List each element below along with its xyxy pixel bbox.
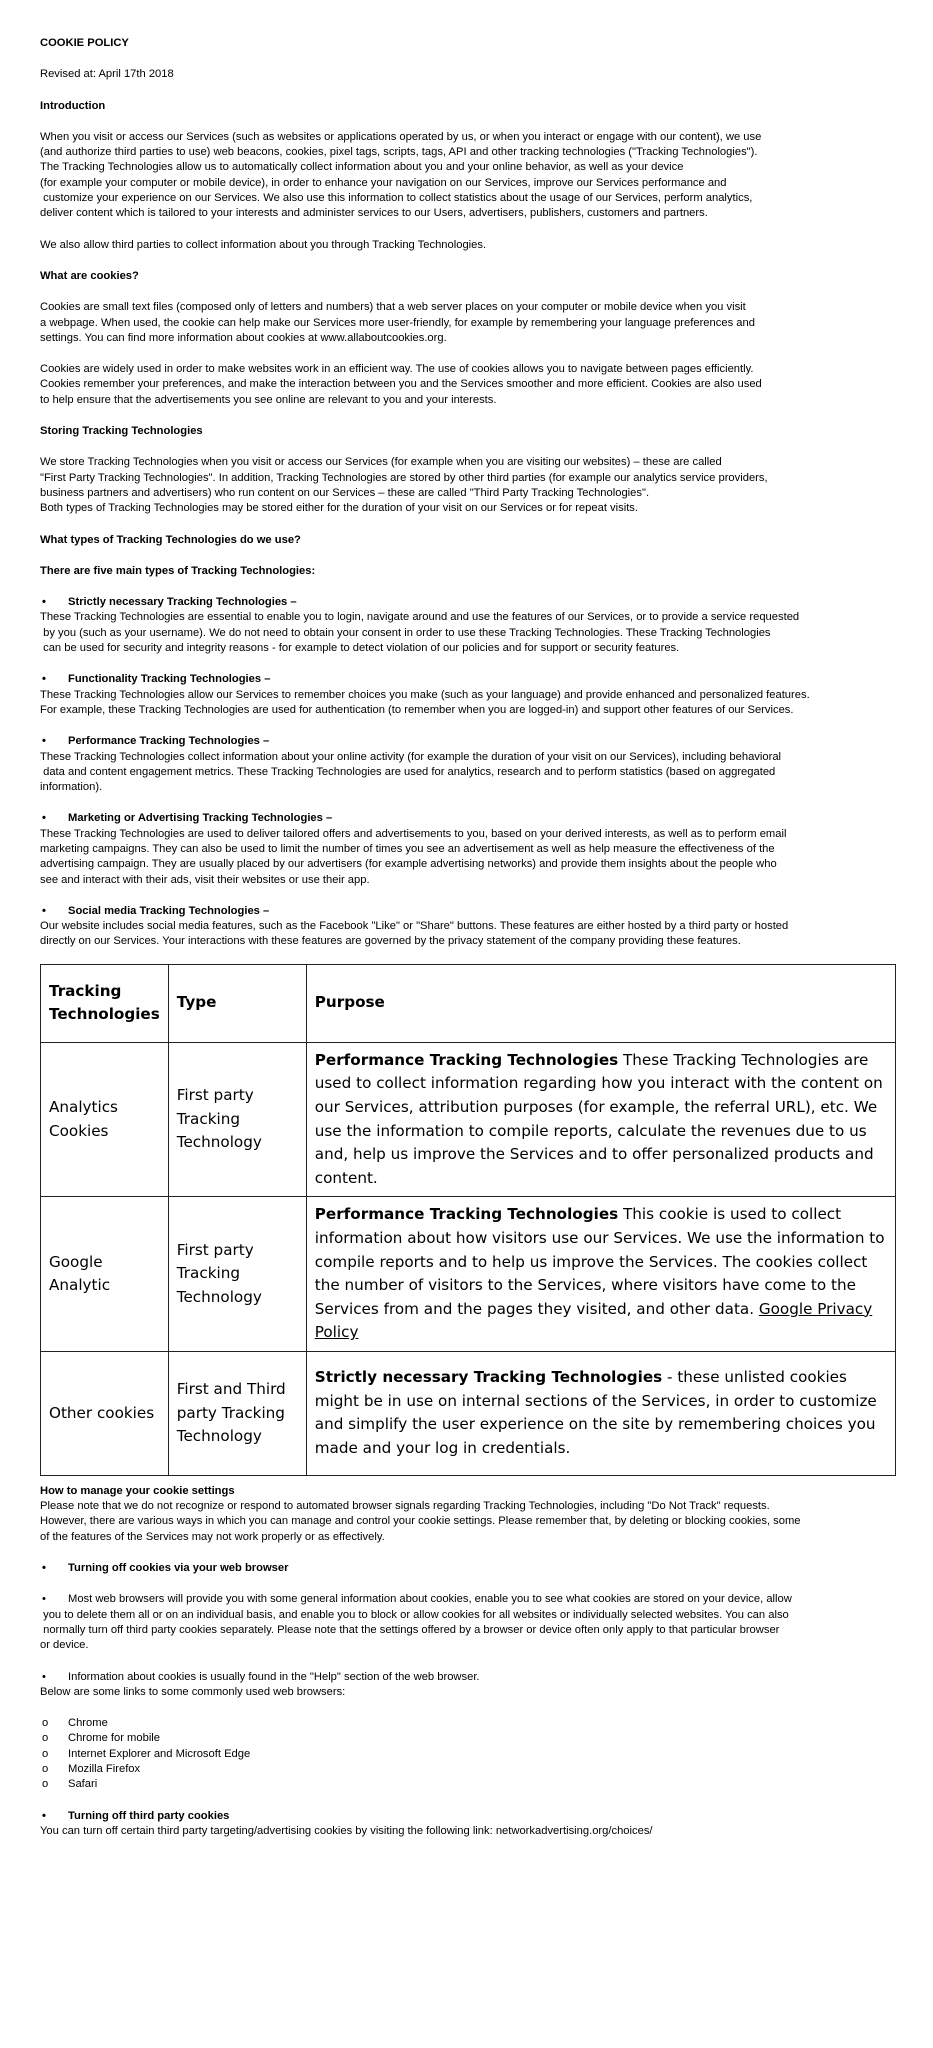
help-bullet: • Information about cookies is usually found in the "Help" section of the web browser. Below are some links to some commonly used web browsers: (40, 1670, 480, 1698)
bullet-icon: • (42, 1593, 46, 1606)
type-performance: • Performance Tracking Technologies – These Tracking Technologies collect information about your online activity (for example the duration of your visit on our Services), including behavioral data and content engagement metrics. These Tracking Technologies are used for analytics, research and to perform statistics (based on aggregated information). (40, 735, 782, 794)
storing-paragraph: We store Tracking Technologies when you visit or access our Services (for example when you are visiting our websites) – these are called "First Party Tracking Technologies". In addition, Tracking Technologies are stored by other third parties (for example our analytics service providers, business partners and advertisers) who run content on our Services – these are called "Third Party Tracking Technologies". Both types of Tracking Technologies may be stored either for the duration of your visit on our Services or for repeat visits. (40, 456, 768, 515)
cell-tech: Google Analytic (41, 1197, 169, 1352)
cell-purpose: Performance Tracking Technologies These Tracking Technologies are used to collect information regarding how you interact with the content on our Services, attribution purposes (for example, the referral URL), etc. We use the information to compile reports, calculate the revenues due to us and, help us improve the Services and to offer personalized products and content. (306, 1042, 895, 1197)
circle-bullet-icon: o (42, 1732, 49, 1745)
type-strictly-necessary: • Strictly necessary Tracking Technologies – These Tracking Technologies are essential to enable you to login, navigate around and use the features of our Services, or to provide a service requested by you (such as your username). We do not need to obtain your consent in order to use these Tracking Technologies. These Tracking Technologies can be used for security and integrity reasons - for example to detect violation of our policies and for support or security features. (40, 596, 800, 655)
cell-type: First party Tracking Technology (168, 1042, 306, 1197)
type-functionality: • Functionality Tracking Technologies – These Tracking Technologies allow our Services to remember choices you make (such as your language) and provide enhanced and personalized features. For example, these Tracking Technologies are used for authentication (to remember when you are logged-in) and support other features of our Services. (40, 673, 810, 716)
type-social-media: • Social media Tracking Technologies – Our website includes social media features, such as the Facebook "Like" or "Share" buttons. These features are either hosted by a third party or hosted directly on our Services. Your interactions with these features are governed by the privacy statement of the company providing these features. (40, 904, 789, 948)
list-item[interactable]: o Chrome for mobile (40, 1731, 898, 1746)
list-item[interactable]: o Chrome (40, 1716, 898, 1731)
cell-type: First party Tracking Technology (168, 1197, 306, 1352)
header-tracking-technologies: Tracking Technologies (41, 964, 169, 1042)
third-party-text: You can turn off certain third party targeting/advertising cookies by visiting the following link: networkadvertising.org/choices/ (40, 1824, 653, 1837)
manage-settings-section: How to manage your cookie settings Please note that we do not recognize or respond to automated browser signals regarding Tracking Technologies, including "Do Not Track" requests. However, there are various ways in which you can manage and control your cookie settings. Please remember that, by deleting or blocking cookies, some of the features of the Services may not work properly or as effectively. (40, 1484, 898, 1545)
cookies-paragraph-1: Cookies are small text files (composed only of letters and numbers) that a web server places on your computer or mobile device when you visit a webpage. When used, the cookie can help make our Services more user-friendly, for example by remembering your language preferences and settings. You can find more information about cookies at www.allaboutcookies.org. (40, 301, 755, 344)
google-privacy-policy-link[interactable]: Google Privacy Policy (314, 1299, 873, 1342)
bullet-icon: • (42, 1562, 46, 1575)
third-parties-paragraph: We also allow third parties to collect information about you through Tracking Technologies. (40, 238, 487, 251)
bullet-icon: • (42, 735, 46, 748)
table-row (41, 1197, 896, 1352)
table-row (41, 1351, 896, 1475)
browser-heading: • Turning off cookies via your web browser (40, 1561, 898, 1576)
header-type: Type (168, 964, 306, 1042)
table-row (41, 1042, 896, 1197)
revised-date: Revised at: April 17th 2018 (40, 68, 174, 81)
cell-tech: Analytics Cookies (41, 1042, 169, 1197)
cookies-paragraph-2: Cookies are widely used in order to make websites work in an efficient way. The use of cookies allows you to navigate between pages efficiently. Cookies remember your preferences, and make the interaction between you and the Services smoother and more efficient. Cookies are also used to help ensure that the advertisements you see online are relevant to you and your interests. (40, 363, 762, 406)
introduction-paragraph: When you visit or access our Services (such as websites or applications operated by us, or when you interact or engage with our content), we use (and authorize third parties to use) web beacons, cookies, pixel tags, scripts, tags, API and other tracking technologies ("Tracking Technologies"). The Tracking Technologies allow us to automatically collect information about you and your online behavior, as well as your device (for example your computer or mobile device), in order to enhance your navigation on our Services, improve our Services performance and customize your experience on our Services. We also use this information to collect statistics about the usage of our Services, perform analytics, deliver content which is tailored to your interests and administer services to our Users, advertisers, publishers, customers and partners. (40, 130, 762, 220)
manage-heading: How to manage your cookie settings (40, 1484, 235, 1497)
bullet-icon: • (42, 1809, 46, 1822)
types-heading: What types of Tracking Technologies do we use? (40, 533, 301, 546)
circle-bullet-icon: o (42, 1778, 49, 1791)
header-purpose: Purpose (306, 964, 895, 1042)
browser-bullet: • Most web browsers will provide you with some general information about cookies, enable you to see what cookies are stored on your device, allow you to delete them all or on an individual basis, and enable you to block or allow cookies for all websites or individually selected websites. You can also normally turn off third party cookies separately. Please note that the settings offered by a browser or device often only apply to that particular browser or device. (40, 1593, 792, 1652)
bullet-icon: • (42, 812, 46, 825)
bullet-icon: • (42, 1670, 46, 1683)
browser-list (40, 1716, 898, 1792)
circle-bullet-icon: o (42, 1717, 49, 1730)
cell-tech: Other cookies (41, 1351, 169, 1475)
table-header-row (41, 964, 896, 1042)
list-item[interactable]: o Internet Explorer and Microsoft Edge (40, 1747, 898, 1762)
circle-bullet-icon: o (42, 1747, 49, 1760)
third-party-section: • Turning off third party cookies You can turn off certain third party targeting/advertising cookies by visiting the following link: networkadvertising.org/choices/ (40, 1809, 898, 1840)
list-item[interactable]: o Safari (40, 1777, 898, 1792)
introduction-heading: Introduction (40, 99, 106, 112)
list-item[interactable]: o Mozilla Firefox (40, 1762, 898, 1777)
cookie-table (40, 964, 896, 1476)
cookie-policy-document (40, 36, 898, 1839)
five-types-heading: There are five main types of Tracking Technologies: (40, 564, 316, 577)
circle-bullet-icon: o (42, 1763, 49, 1776)
document-title: COOKIE POLICY (40, 37, 129, 49)
cell-purpose: Performance Tracking Technologies This cookie is used to collect information about how visitors use our Services. We use the information to compile reports and to help us improve the Services. The cookies collect the number of visitors to the Services, where visitors have come to the Services from and the pages they visited, and other data. Google Privacy Policy (306, 1197, 895, 1352)
cell-purpose: Strictly necessary Tracking Technologies - these unlisted cookies might be in use on internal sections of the Services, in order to customize and simplify the user experience on the site by remembering choices you made and your log in credentials. (306, 1351, 895, 1475)
storing-heading: Storing Tracking Technologies (40, 425, 203, 438)
bullet-icon: • (42, 596, 46, 609)
cell-type: First and Third party Tracking Technology (168, 1351, 306, 1475)
bullet-icon: • (42, 673, 46, 686)
bullet-icon: • (42, 904, 46, 917)
cookies-heading: What are cookies? (40, 269, 139, 282)
type-marketing: • Marketing or Advertising Tracking Technologies – These Tracking Technologies are used to deliver tailored offers and advertisements to you, based on your derived interests, as well as to perform email marketing campaigns. They can also be used to limit the number of times you see an advertisement as well as help measure the effectiveness of the advertising campaign. They are usually placed by our advertisers (for example advertising networks) and provide them insights about the people who see and interact with their ads, visit their websites or use their app. (40, 812, 787, 886)
